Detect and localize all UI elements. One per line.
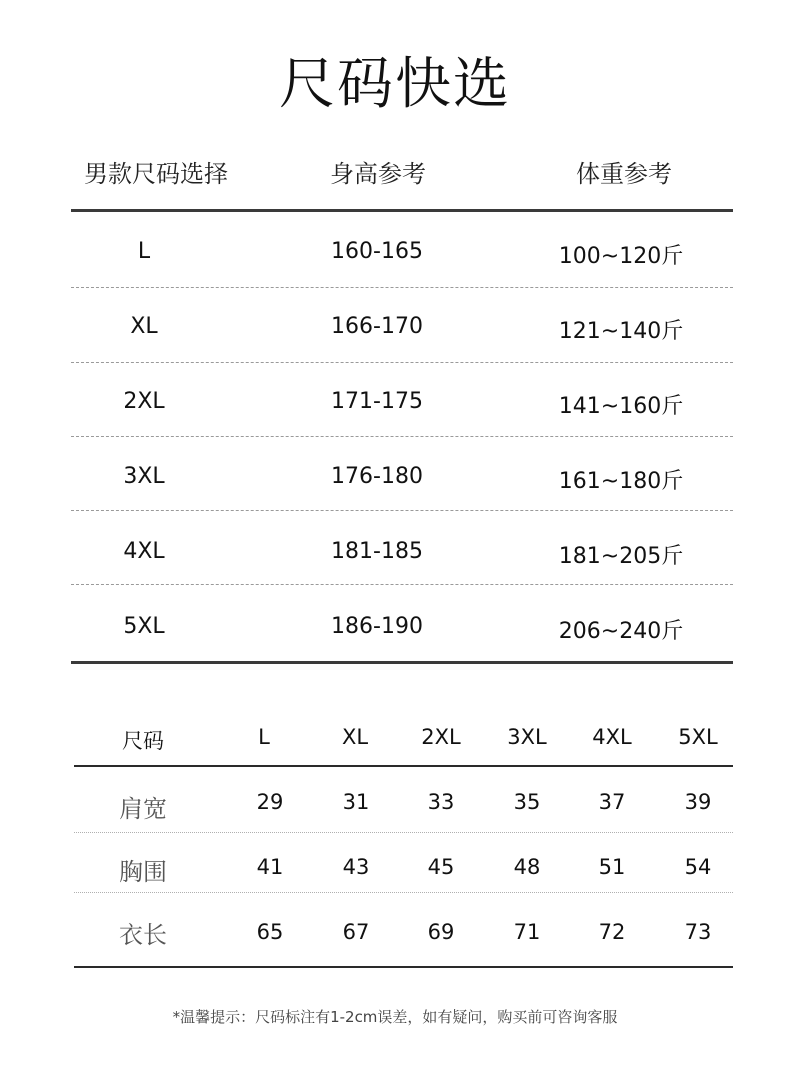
value-cell: 31 (342, 790, 370, 814)
value-cell: 35 (513, 790, 541, 814)
height-cell: 166-170 (331, 314, 423, 339)
value-cell: 73 (684, 920, 712, 944)
value-cell: 71 (513, 920, 541, 944)
row-label-chest: 胸围 (119, 858, 167, 886)
header-size-col: XL (341, 725, 369, 749)
footer-rule (74, 966, 733, 968)
table-row (71, 438, 733, 513)
value-cell: 29 (256, 790, 284, 814)
row-divider (71, 510, 733, 511)
weight-cell: 161~180斤 (558, 469, 684, 494)
row-label-shoulder: 肩宽 (119, 795, 167, 823)
value-cell: 33 (427, 790, 455, 814)
value-cell: 54 (684, 855, 712, 879)
table-row (71, 513, 733, 588)
size-cell: L (137, 239, 151, 264)
table-row (71, 288, 733, 363)
size-table-header (0, 150, 790, 190)
value-cell: 65 (256, 920, 284, 944)
size-cell: XL (130, 314, 158, 339)
weight-cell: 121~140斤 (558, 319, 684, 344)
header-size-col: L (258, 725, 270, 749)
table-row (0, 834, 790, 896)
value-cell: 69 (427, 920, 455, 944)
size-tip-note: *温馨提示：尺码标注有1-2cm误差，如有疑问，购买前可咨询客服 (172, 1008, 618, 1026)
value-cell: 51 (598, 855, 626, 879)
size-cell: 2XL (123, 389, 165, 414)
header-rule (74, 765, 733, 767)
header-rule (71, 209, 733, 212)
size-cell: 3XL (123, 464, 165, 489)
measure-table-header (0, 722, 790, 756)
header-size-col: 3XL (507, 725, 547, 749)
weight-cell: 206~240斤 (558, 619, 684, 644)
height-cell: 160-165 (331, 239, 423, 264)
header-height: 身高参考 (330, 160, 426, 188)
footer-rule (71, 661, 733, 664)
size-cell: 5XL (123, 614, 165, 639)
height-cell: 181-185 (331, 539, 423, 564)
value-cell: 67 (342, 920, 370, 944)
header-weight: 体重参考 (576, 160, 672, 188)
value-cell: 37 (598, 790, 626, 814)
table-row (0, 770, 790, 832)
value-cell: 39 (684, 790, 712, 814)
table-row (0, 898, 790, 960)
table-row (71, 588, 733, 663)
weight-cell: 100~120斤 (558, 244, 684, 269)
size-cell: 4XL (123, 539, 165, 564)
row-divider (71, 584, 733, 585)
row-label-length: 衣长 (119, 921, 167, 949)
value-cell: 48 (513, 855, 541, 879)
height-cell: 176-180 (331, 464, 423, 489)
header-size-col: 2XL (421, 725, 461, 749)
header-size-label: 尺码 (122, 729, 164, 753)
value-cell: 72 (598, 920, 626, 944)
value-cell: 43 (342, 855, 370, 879)
value-cell: 45 (427, 855, 455, 879)
header-size-col: 4XL (592, 725, 632, 749)
table-row (71, 363, 733, 438)
weight-cell: 141~160斤 (558, 394, 684, 419)
row-divider (74, 832, 733, 833)
weight-cell: 181~205斤 (558, 544, 684, 569)
height-cell: 186-190 (331, 614, 423, 639)
value-cell: 41 (256, 855, 284, 879)
header-size-col: 5XL (678, 725, 718, 749)
page-title: 尺码快选 (279, 52, 511, 117)
header-size: 男款尺码选择 (84, 160, 228, 188)
row-divider (71, 436, 733, 437)
table-row (71, 213, 733, 288)
row-divider (74, 892, 733, 893)
height-cell: 171-175 (331, 389, 423, 414)
